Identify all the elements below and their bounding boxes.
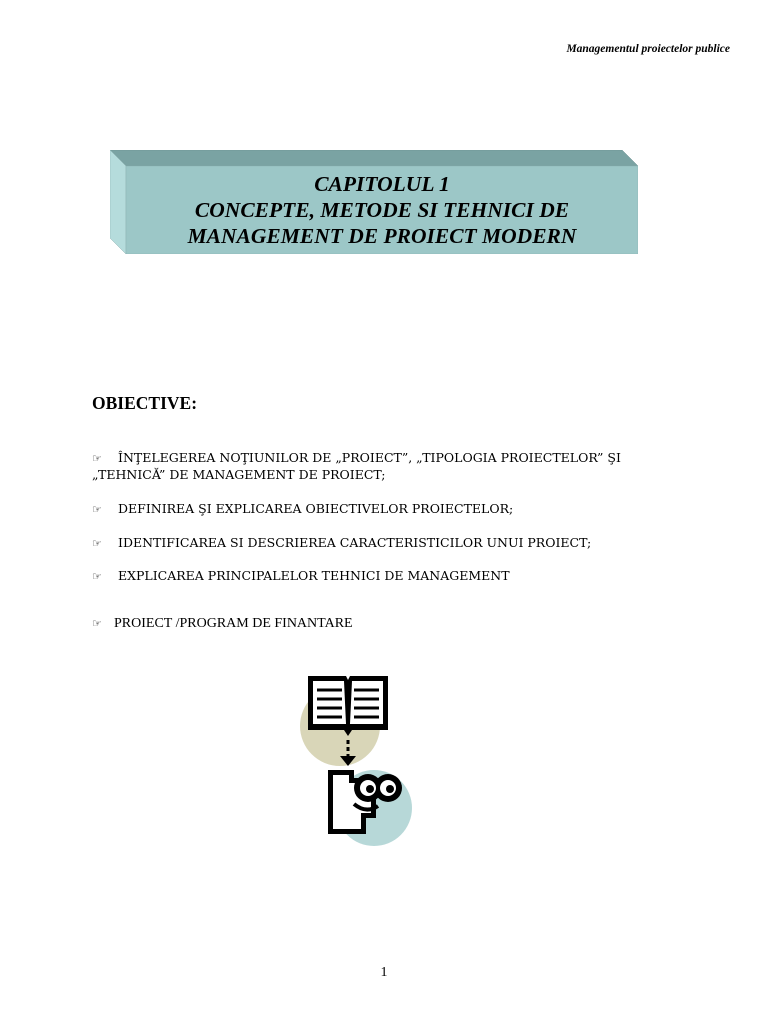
objective-item [92,616,692,632]
objective-text: IDENTIFICAREA SI DESCRIEREA CARACTERISTICILOR UNUI PROIECT; [118,535,592,550]
page-number: 1 [380,965,388,980]
objective-text: PROIECT /PROGRAM DE FINANTARE [114,616,353,631]
chapter-title-box [110,150,638,254]
pointing-hand-icon: ☞ [92,570,102,583]
objective-item [92,501,692,518]
pointing-hand-icon: ☞ [92,503,102,516]
open-book-icon [308,676,388,736]
objectives-heading: OBIECTIVE: [92,393,198,413]
objective-text: EXPLICAREA PRINCIPALELOR TEHNICI DE MANAGEMENT [118,568,510,583]
chapter-title [126,166,638,254]
objective-item [92,450,692,483]
objective-item [92,568,692,585]
chapter-heading-line-2: MANAGEMENT DE PROIECT MODERN [187,224,577,248]
running-header: Managementul proiectelor publice [566,43,730,55]
chapter-number: CAPITOLUL 1 [314,172,450,196]
chapter-heading-line-1: CONCEPTE, METODE SI TEHNICI DE [194,198,570,222]
book-to-reader-icon [296,668,420,855]
objective-text: DEFINIREA ŞI EXPLICAREA OBIECTIVELOR PROIECTELOR; [118,501,514,516]
pointing-hand-icon: ☞ [92,618,102,630]
objective-text: ÎNŢELEGEREA NOŢIUNILOR DE „PROIECT”, „TIPOLOGIA PROIECTELOR” ŞI „TEHNICĂ” DE MANAGEMENT DE PROIECT; [92,450,621,482]
objective-item [92,535,692,552]
pointing-hand-icon: ☞ [92,537,102,550]
pointing-hand-icon: ☞ [92,452,102,465]
